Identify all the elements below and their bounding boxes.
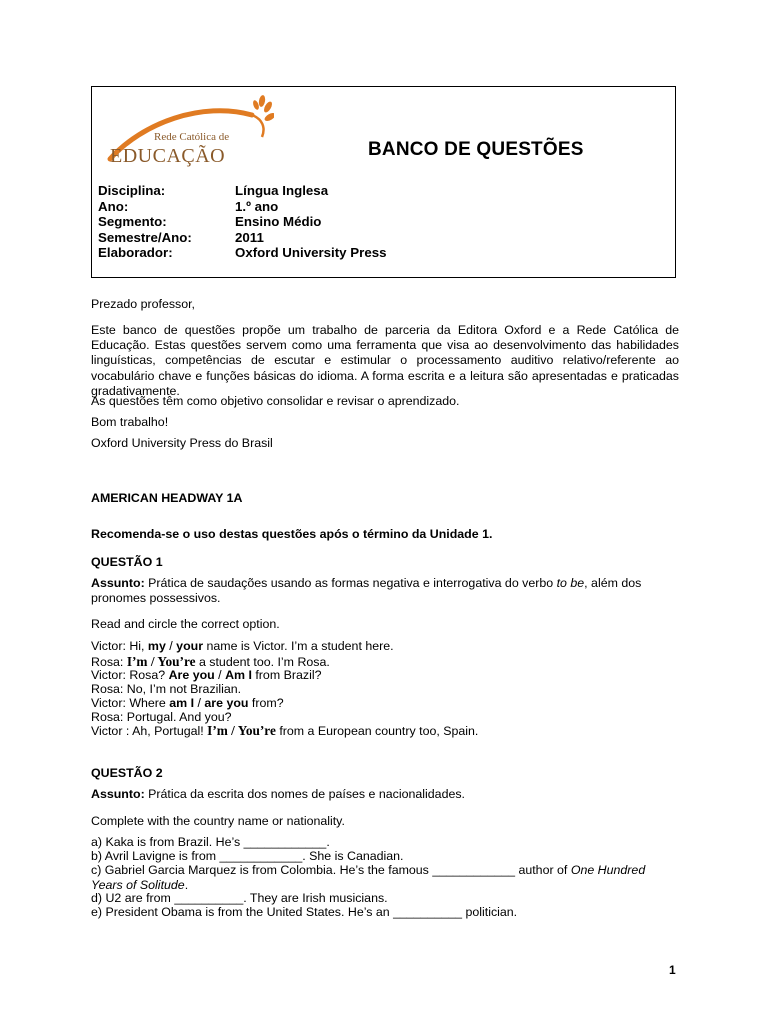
- exercise-item: a) Kaka is from Brazil. He’s ____________.: [91, 835, 330, 849]
- question-1-instruction: Read and circle the correct option.: [91, 617, 280, 631]
- subject-label: Assunto:: [91, 576, 145, 590]
- meta-label: Ano:: [98, 198, 129, 214]
- dialog-text: name is Victor. I’m a student here.: [203, 639, 394, 653]
- logo-line2: EDUCAÇÃO: [110, 145, 226, 167]
- question-2-instruction: Complete with the country name or nationality.: [91, 814, 345, 828]
- section-heading: AMERICAN HEADWAY 1A: [91, 491, 243, 505]
- meta-label: Elaborador:: [98, 245, 173, 261]
- meta-value: Língua Inglesa: [235, 183, 329, 198]
- question-2-heading: QUESTÃO 2: [91, 766, 163, 780]
- meta-value: Oxford University Press: [235, 245, 387, 261]
- recommendation: Recomenda-se o uso destas questões após o término da Unidade 1.: [91, 527, 493, 541]
- option: I’m / You’re: [126, 654, 196, 669]
- meta-row: [98, 230, 387, 246]
- option: Am I: [225, 668, 252, 682]
- exercise-item: d) U2 are from __________. They are Irish musicians.: [91, 891, 388, 905]
- dialog-line: [91, 668, 679, 683]
- subject-text: Prática da escrita dos nomes de países e nacionalidades.: [144, 787, 465, 801]
- option: am I: [169, 696, 195, 710]
- exercise-item: [91, 863, 679, 893]
- exercise-text: c) Gabriel Garcia Marquez is from Colombia. He’s the famous ____________ author of: [91, 863, 571, 877]
- greeting: Prezado professor,: [91, 297, 196, 311]
- dialog-text: from a European country too, Spain.: [275, 724, 479, 738]
- dialog-line: Rosa: Portugal. And you?: [91, 710, 232, 724]
- dialog-text: Victor: Where: [91, 696, 170, 710]
- option: Are you: [168, 668, 215, 682]
- meta-label: Semestre/Ano:: [98, 229, 192, 245]
- meta-label: Segmento:: [98, 214, 167, 230]
- question-2-subject: [91, 787, 679, 802]
- meta-table: [98, 183, 387, 261]
- meta-value: 2011: [235, 229, 264, 245]
- dialog-text: /: [214, 668, 226, 682]
- signature: Oxford University Press do Brasil: [91, 436, 273, 450]
- option: your: [176, 639, 204, 653]
- logo-line1: Rede Católica de: [154, 131, 230, 143]
- dialog-text: a student too. I’m Rosa.: [195, 655, 330, 669]
- subject-label: Assunto:: [91, 787, 145, 801]
- dialog-line: [91, 723, 679, 739]
- meta-value: 1.º ano: [235, 198, 279, 214]
- meta-row: [98, 214, 387, 230]
- meta-label: Disciplina:: [98, 183, 166, 198]
- header-box: [91, 86, 676, 278]
- meta-row: [98, 245, 387, 261]
- dialog-line: Rosa: No, I’m not Brazilian.: [91, 682, 242, 696]
- dialog-text: Victor: Hi,: [91, 639, 148, 653]
- page-number: 1: [669, 963, 676, 977]
- dialog-line: [91, 696, 679, 711]
- subject-emphasis: to be: [556, 576, 585, 590]
- option: I’m / You’re: [207, 723, 276, 738]
- option: are you: [204, 696, 249, 710]
- dialog-line: [91, 639, 679, 654]
- dialog-text: Victor : Ah, Portugal!: [91, 724, 208, 738]
- subject-text-end: , além dos pronomes possessivos.: [91, 576, 642, 606]
- page-title: BANCO DE QUESTÕES: [368, 139, 584, 160]
- question-1-subject: [91, 576, 679, 606]
- meta-row: [98, 199, 387, 215]
- question-1-heading: QUESTÃO 1: [91, 555, 163, 569]
- dialog-text: /: [194, 696, 205, 710]
- dialog-text: Rosa:: [91, 655, 127, 669]
- intro-paragraph-2: As questões têm como objetivo consolidar e revisar o aprendizado.: [91, 394, 460, 408]
- dialog-text: Victor: Rosa?: [91, 668, 169, 682]
- exercise-text: .: [184, 878, 189, 893]
- closing: Bom trabalho!: [91, 415, 169, 429]
- dialog-text: /: [165, 639, 177, 653]
- subject-text: Prática de saudações usando as formas negativa e interrogativa do verbo: [144, 576, 557, 590]
- dialog-text: from Brazil?: [251, 668, 322, 682]
- meta-row: [98, 183, 387, 199]
- exercise-item: e) President Obama is from the United States. He’s an __________ politician.: [91, 905, 518, 919]
- dialog-text: from?: [248, 696, 284, 710]
- exercise-item: b) Avril Lavigne is from ____________. She is Canadian.: [91, 849, 404, 863]
- intro-paragraph: Este banco de questões propõe um trabalho de parceria da Editora Oxford e a Rede Católica de Educação. Estas questões servem como uma ferramenta que visa ao desenvolvimento das habilidades linguísticas, competências de escutar e estimular o processamento auditivo relativo/referente ao vocabulário chave e funções básicas do idioma. A forma escrita e a leitura são apresentadas e praticadas gradativamente.: [91, 323, 679, 398]
- option: my: [147, 639, 166, 653]
- meta-value: Ensino Médio: [235, 214, 322, 230]
- rede-catolica-logo: [102, 93, 274, 175]
- book-title: One Hundred Years of Solitude: [91, 863, 646, 893]
